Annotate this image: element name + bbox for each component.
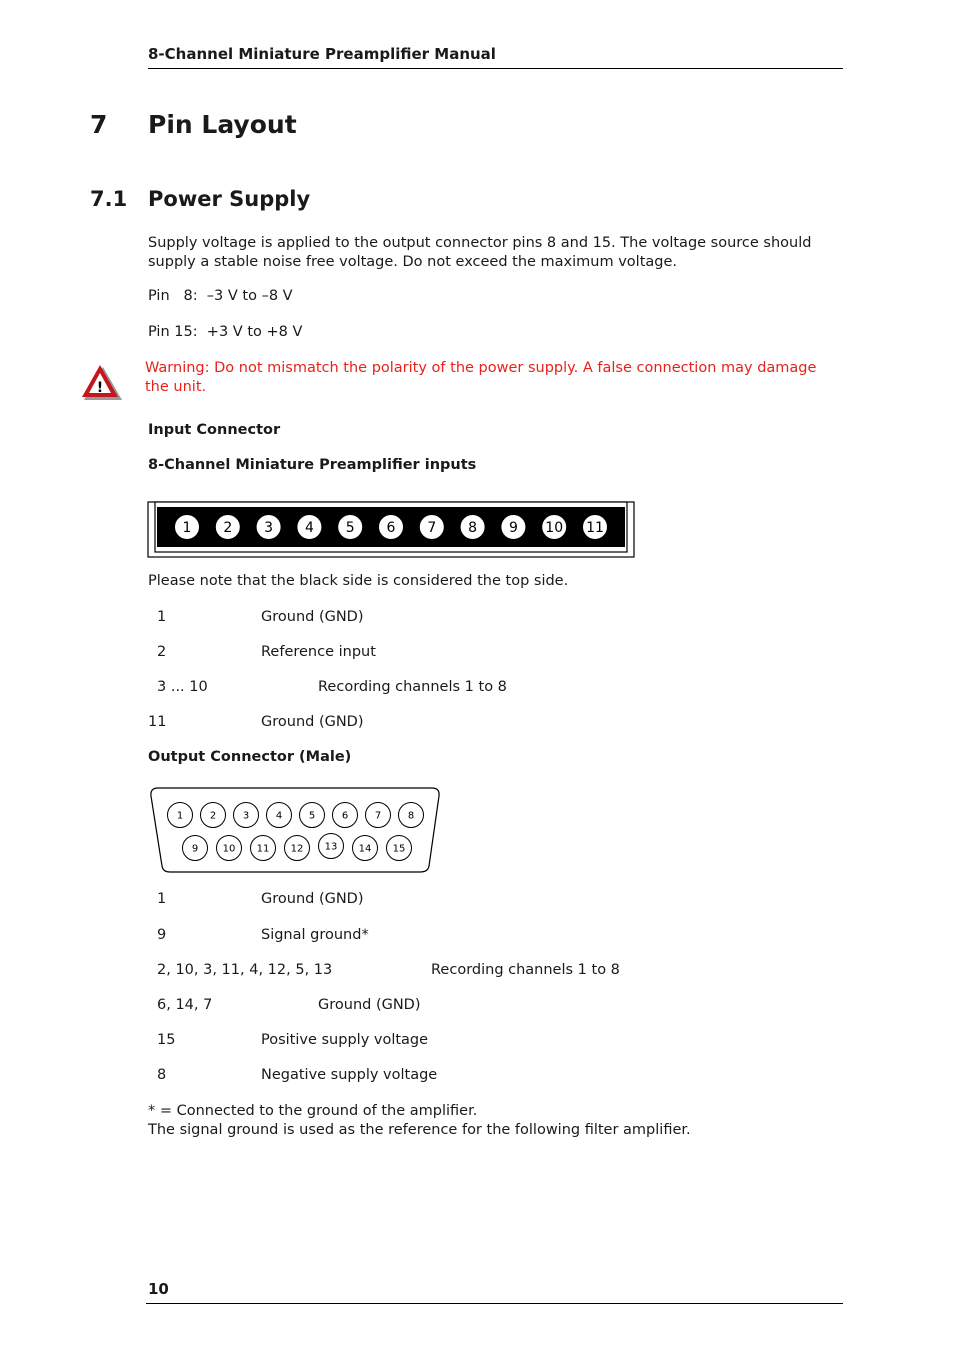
input-pin-desc: Ground (GND) [261,609,364,625]
output-pin-11-label: 11 [256,843,270,855]
input-pin-5-label: 5 [345,520,355,537]
output-pin-14-label: 14 [358,843,372,855]
output-pin-11 [251,836,276,861]
input-connector-diagram [147,501,637,559]
warning-icon-glyph: ! [96,380,104,396]
input-orientation-note: Please note that the black side is considered the top side. [148,573,569,589]
input-pin-6-label: 6 [386,520,396,537]
output-pin-12 [285,836,310,861]
output-pin-label: 15 [157,1032,176,1048]
output-pin-6 [333,803,358,828]
output-pin-13 [319,834,344,859]
output-connector-diagram [148,784,443,876]
input-pin-4-label: 4 [304,520,314,537]
output-pin-label: 6, 14, 7 [157,997,213,1013]
chapter-number: 7 [90,110,108,139]
input-pin-10-label: 10 [545,520,564,537]
input-pin-2 [215,515,240,540]
input-pin-label: 1 [157,609,167,625]
output-pin-desc: Negative supply voltage [261,1067,438,1083]
output-pin-15-label: 15 [392,843,406,855]
output-pin-13-label: 13 [324,841,338,853]
warning-icon [80,362,122,402]
output-pin-9-label: 9 [191,843,199,855]
output-pin-2 [201,803,226,828]
warning-text: Warning: Do not mismatch the polarity of the power supply. A false connection may damage the unit. [145,360,817,395]
page-number: 10 [148,1280,169,1298]
section-title: Power Supply [148,187,311,211]
input-pin-2-label: 2 [223,520,233,537]
input-pin-5 [338,515,363,540]
chapter-title: Pin Layout [148,110,297,139]
footer-rule [146,1303,843,1304]
output-pin-9 [183,836,208,861]
input-pin-7-label: 7 [427,520,437,537]
input-pin-10 [542,515,567,540]
footnote-ground: * = Connected to the ground of the amplifier. [148,1103,478,1119]
output-pin-desc: Ground (GND) [261,891,364,907]
input-pin-11 [583,515,608,540]
input-pin-8-label: 8 [468,520,478,537]
power-supply-intro: Supply voltage is applied to the output connector pins 8 and 15. The voltage source should supply a stable noise free voltage. Do not exceed the maximum voltage. [148,235,812,270]
input-pin-desc: Ground (GND) [261,714,364,730]
output-pin-7 [366,803,391,828]
input-pin-label: 3 ... 10 [157,679,208,695]
output-pin-desc: Positive supply voltage [261,1032,429,1048]
input-pin-9-label: 9 [508,520,518,537]
input-pin-1-label: 1 [182,520,192,537]
input-figure-caption: 8-Channel Miniature Preamplifier inputs [148,457,477,473]
output-pin-8 [399,803,424,828]
input-pin-11-label: 11 [586,520,604,537]
output-pin-3 [234,803,259,828]
input-connector-heading: Input Connector [148,422,281,438]
input-pin-9 [501,515,526,540]
output-pin-desc: Recording channels 1 to 8 [431,962,620,978]
output-pin-label: 9 [157,927,167,943]
output-pin-1 [168,803,193,828]
output-pin-label: 2, 10, 3, 11, 4, 12, 5, 13 [157,962,333,978]
footnote-signal-ground: The signal ground is used as the reference for the following filter amplifier. [148,1122,691,1138]
output-pin-2-label: 2 [209,810,217,822]
input-pin-desc: Recording channels 1 to 8 [318,679,507,695]
input-pin-label: 11 [148,714,167,730]
pin15-voltage: Pin 15: +3 V to +8 V [148,324,303,340]
input-pin-desc: Reference input [261,644,376,660]
input-pin-3 [256,515,281,540]
output-pin-label: 1 [157,891,167,907]
output-pin-label: 8 [157,1067,167,1083]
input-pin-6 [379,515,404,540]
output-pin-5-label: 5 [308,810,316,822]
output-pin-7-label: 7 [374,810,382,822]
input-pin-4 [297,515,322,540]
output-pin-1-label: 1 [176,810,184,822]
input-pin-label: 2 [157,644,167,660]
output-pin-desc: Signal ground* [261,927,369,943]
header-rule [148,68,843,69]
input-pin-7 [419,515,444,540]
output-pin-6-label: 6 [341,810,349,822]
output-connector-heading: Output Connector (Male) [148,749,352,765]
output-pin-3-label: 3 [242,810,250,822]
output-pin-10-label: 10 [222,843,236,855]
pin8-voltage: Pin 8: –3 V to –8 V [148,288,293,304]
output-pin-8-label: 8 [407,810,415,822]
output-pin-10 [217,836,242,861]
output-pin-5 [300,803,325,828]
output-pin-4 [267,803,292,828]
input-pin-3-label: 3 [264,520,274,537]
section-number: 7.1 [90,187,128,211]
output-pin-4-label: 4 [275,810,283,822]
input-pin-8 [460,515,485,540]
running-header: 8-Channel Miniature Preamplifier Manual [148,45,496,63]
input-pin-1 [175,515,200,540]
output-pin-desc: Ground (GND) [318,997,421,1013]
output-pin-12-label: 12 [290,843,304,855]
output-pin-15 [387,836,412,861]
output-pin-14 [353,836,378,861]
